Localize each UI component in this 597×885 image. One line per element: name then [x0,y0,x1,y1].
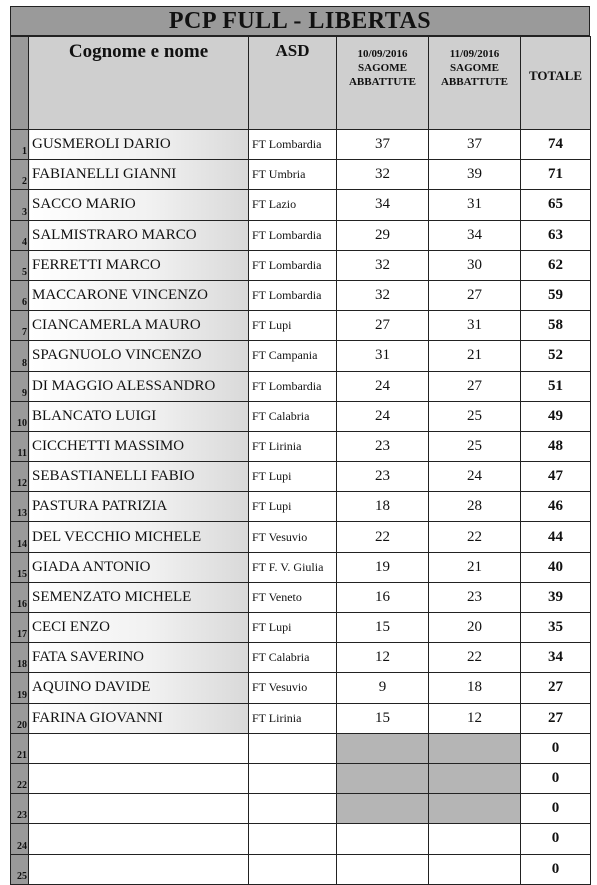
row-number: 10 [11,401,29,431]
competitor-name: FABIANELLI GIANNI [29,160,249,190]
day1-score [337,824,429,854]
competitor-name [29,854,249,884]
day2-label-2: ABBATTUTE [440,76,509,88]
competitor-name [29,794,249,824]
club-name: FT Veneto [249,582,337,612]
club-name [249,854,337,884]
day1-score: 12 [337,643,429,673]
total-score: 0 [521,854,591,884]
total-score: 52 [521,341,591,371]
total-score: 0 [521,824,591,854]
day1-score [337,794,429,824]
row-number: 5 [11,250,29,280]
table-row [11,190,591,220]
total-score: 39 [521,582,591,612]
day2-header [429,37,521,130]
table-row [11,250,591,280]
total-score: 59 [521,280,591,310]
day1-score: 37 [337,130,429,160]
day2-score: 24 [429,462,521,492]
row-number: 17 [11,613,29,643]
row-number: 14 [11,522,29,552]
row-number: 2 [11,160,29,190]
table-row [11,160,591,190]
day1-date: 10/09/2016 [357,48,408,60]
club-name [249,733,337,763]
club-name [249,763,337,793]
table-row [11,130,591,160]
sheet-title: PCP FULL - LIBERTAS [10,6,590,36]
total-score: 0 [521,733,591,763]
day2-score: 37 [429,130,521,160]
day2-score: 23 [429,582,521,612]
total-score: 44 [521,522,591,552]
table-row [11,401,591,431]
table-row [11,492,591,522]
day2-score: 28 [429,492,521,522]
total-score: 71 [521,160,591,190]
competitor-name: GIADA ANTONIO [29,552,249,582]
table-row [11,220,591,250]
competitor-name: AQUINO DAVIDE [29,673,249,703]
competitor-name: BLANCATO LUIGI [29,401,249,431]
day1-score [337,854,429,884]
row-number: 8 [11,341,29,371]
competitor-name: SEBASTIANELLI FABIO [29,462,249,492]
club-name: FT Lupi [249,462,337,492]
club-name: FT Lombardia [249,130,337,160]
day1-score [337,733,429,763]
club-name: FT Calabria [249,643,337,673]
score-sheet [10,6,590,882]
club-name: FT Calabria [249,401,337,431]
day1-score: 34 [337,190,429,220]
table-row [11,341,591,371]
day1-score: 27 [337,311,429,341]
total-score: 62 [521,250,591,280]
table-row [11,582,591,612]
day1-score: 15 [337,613,429,643]
day1-score: 24 [337,371,429,401]
club-name: FT Campania [249,341,337,371]
table-row [11,763,591,793]
total-score: 27 [521,703,591,733]
club-name: FT F. V. Giulia [249,552,337,582]
day1-score: 32 [337,280,429,310]
total-score: 58 [521,311,591,341]
day2-score [429,763,521,793]
club-name: FT Lombardia [249,220,337,250]
total-score: 47 [521,462,591,492]
day2-score [429,854,521,884]
day2-score: 31 [429,190,521,220]
day1-header [337,37,429,130]
day2-score: 12 [429,703,521,733]
day1-score: 22 [337,522,429,552]
day1-score: 29 [337,220,429,250]
competitor-name: SACCO MARIO [29,190,249,220]
competitor-name [29,733,249,763]
total-score: 51 [521,371,591,401]
day1-score: 19 [337,552,429,582]
name-header: Cognome e nome [29,37,249,130]
table-row [11,733,591,763]
table-row [11,371,591,401]
competitor-name: GUSMEROLI DARIO [29,130,249,160]
row-number: 21 [11,733,29,763]
table-row [11,613,591,643]
total-score: 27 [521,673,591,703]
row-number: 22 [11,763,29,793]
competitor-name: CICCHETTI MASSIMO [29,431,249,461]
row-number: 1 [11,130,29,160]
day2-score: 22 [429,643,521,673]
table-body [11,130,591,885]
table-row [11,854,591,884]
day1-score [337,763,429,793]
club-name: FT Umbria [249,160,337,190]
day1-score: 32 [337,250,429,280]
table-row [11,431,591,461]
day2-score: 39 [429,160,521,190]
competitor-name: SALMISTRARO MARCO [29,220,249,250]
club-name: FT Lombardia [249,280,337,310]
day1-score: 15 [337,703,429,733]
row-number: 24 [11,824,29,854]
day2-score: 27 [429,371,521,401]
total-score: 0 [521,763,591,793]
table-row [11,703,591,733]
day1-score: 16 [337,582,429,612]
competitor-name: SEMENZATO MICHELE [29,582,249,612]
day2-score [429,824,521,854]
total-score: 48 [521,431,591,461]
row-number: 11 [11,431,29,461]
day2-score: 27 [429,280,521,310]
total-score: 49 [521,401,591,431]
asd-header: ASD [249,37,337,130]
rank-header [11,37,29,130]
day1-score: 31 [337,341,429,371]
row-number: 13 [11,492,29,522]
table-row [11,643,591,673]
competitor-name: MACCARONE VINCENZO [29,280,249,310]
day2-score [429,733,521,763]
day1-label-1: SAGOME [358,62,407,74]
club-name: FT Lupi [249,492,337,522]
total-score: 35 [521,613,591,643]
table-row [11,673,591,703]
day1-score: 18 [337,492,429,522]
competitor-name: FERRETTI MARCO [29,250,249,280]
table-row [11,824,591,854]
day2-score: 25 [429,401,521,431]
row-number: 12 [11,462,29,492]
total-score: 46 [521,492,591,522]
club-name [249,794,337,824]
row-number: 18 [11,643,29,673]
club-name: FT Lirinia [249,431,337,461]
day2-date: 11/09/2016 [449,48,500,60]
club-name: FT Lupi [249,613,337,643]
row-number: 23 [11,794,29,824]
day2-score: 21 [429,552,521,582]
competitor-name: FARINA GIOVANNI [29,703,249,733]
competitor-name [29,824,249,854]
competitor-name: PASTURA PATRIZIA [29,492,249,522]
total-score: 0 [521,794,591,824]
day1-label-2: ABBATTUTE [348,76,417,88]
club-name: FT Lazio [249,190,337,220]
day1-score: 23 [337,431,429,461]
total-header: TOTALE [521,37,591,130]
row-number: 3 [11,190,29,220]
table-row [11,462,591,492]
day2-label-1: SAGOME [450,62,499,74]
table-row [11,552,591,582]
total-score: 63 [521,220,591,250]
table-row [11,522,591,552]
row-number: 15 [11,552,29,582]
day2-score [429,794,521,824]
competitor-name [29,763,249,793]
row-number: 4 [11,220,29,250]
results-table [10,36,591,885]
row-number: 16 [11,582,29,612]
club-name: FT Lirinia [249,703,337,733]
day2-score: 31 [429,311,521,341]
day1-score: 23 [337,462,429,492]
day2-score: 21 [429,341,521,371]
competitor-name: DEL VECCHIO MICHELE [29,522,249,552]
header-row [11,37,591,130]
club-name: FT Vesuvio [249,673,337,703]
competitor-name: FATA SAVERINO [29,643,249,673]
day1-score: 24 [337,401,429,431]
row-number: 19 [11,673,29,703]
row-number: 25 [11,854,29,884]
row-number: 7 [11,311,29,341]
competitor-name: CECI ENZO [29,613,249,643]
table-row [11,280,591,310]
row-number: 20 [11,703,29,733]
total-score: 74 [521,130,591,160]
day1-score: 9 [337,673,429,703]
day2-score: 30 [429,250,521,280]
total-score: 65 [521,190,591,220]
competitor-name: CIANCAMERLA MAURO [29,311,249,341]
total-score: 34 [521,643,591,673]
day2-score: 20 [429,613,521,643]
day2-score: 22 [429,522,521,552]
club-name: FT Lupi [249,311,337,341]
club-name: FT Lombardia [249,250,337,280]
day2-score: 18 [429,673,521,703]
competitor-name: SPAGNUOLO VINCENZO [29,341,249,371]
club-name [249,824,337,854]
day1-score: 32 [337,160,429,190]
day2-score: 25 [429,431,521,461]
club-name: FT Lombardia [249,371,337,401]
day2-score: 34 [429,220,521,250]
club-name: FT Vesuvio [249,522,337,552]
row-number: 9 [11,371,29,401]
total-score: 40 [521,552,591,582]
table-row [11,794,591,824]
competitor-name: DI MAGGIO ALESSANDRO [29,371,249,401]
row-number: 6 [11,280,29,310]
table-row [11,311,591,341]
